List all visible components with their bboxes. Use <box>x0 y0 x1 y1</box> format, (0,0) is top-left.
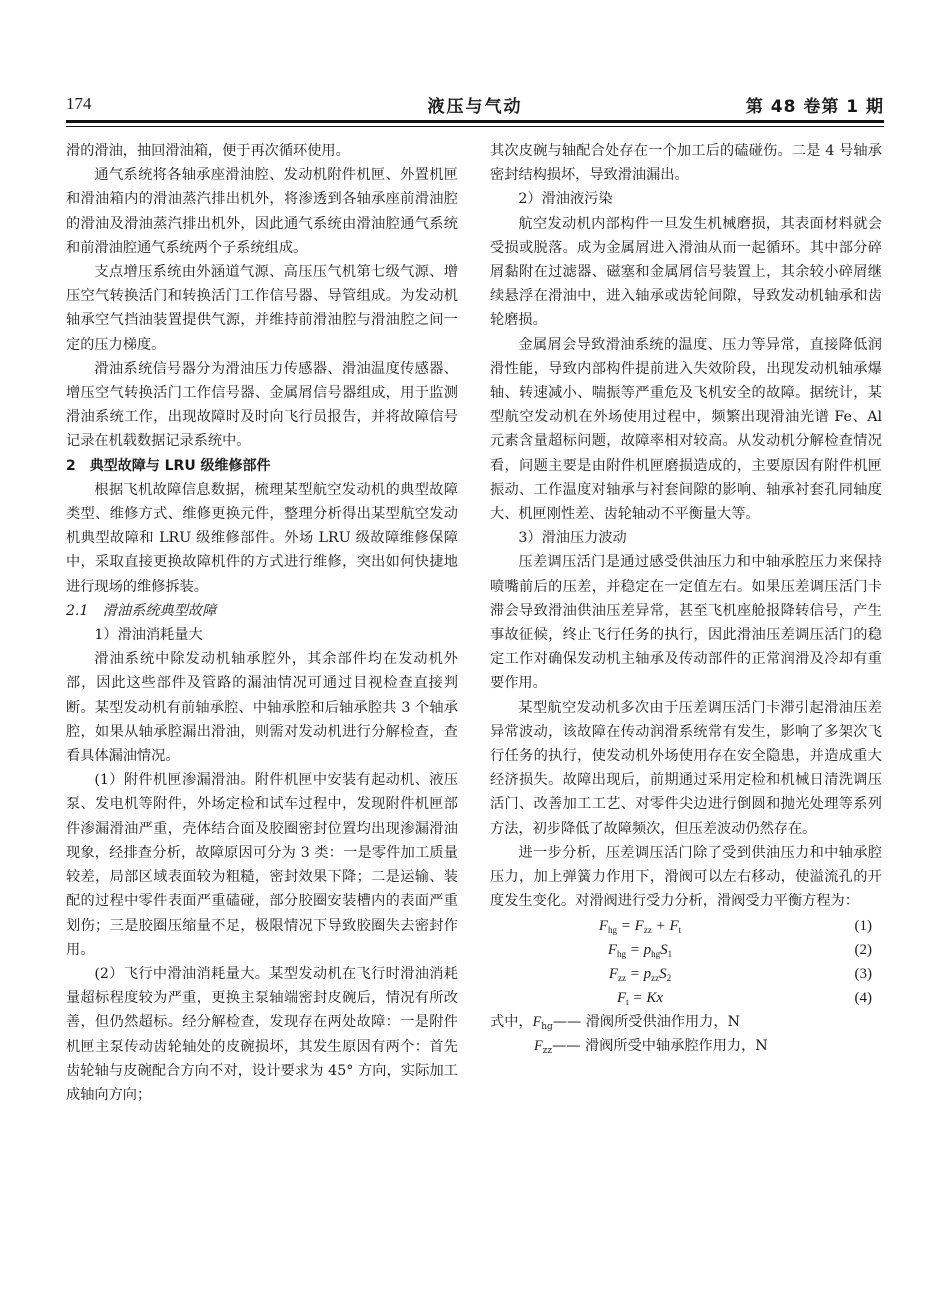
header-rule-thick <box>66 120 884 123</box>
equation-block <box>490 914 882 1011</box>
paragraph: 通气系统将各轴承座滑油腔、发动机附件机匣、外置机匣和滑油箱内的滑油蒸汽排出机外，将渗透到各轴承座前滑油腔的滑油及滑油蒸汽排出机外，因此通气系统由滑油腔通气系统和前滑油腔通气系统两个子系统组成。 <box>66 167 458 256</box>
equation-number: (4) <box>854 990 872 1007</box>
equation: $F_{hg} = p_{hg}S_1$ (2) <box>490 938 882 962</box>
paragraph: 某型航空发动机多次由于压差调压活门卡滞引起滑油压差异常波动，该故障在传动润滑系统常有发生，影响了多架次飞行任务的执行，使发动机外场使用存在安全隐患，并造成重大经济损失。故障出现后，前期通过采用定检和机械日清洗调压活门、改善加工工艺、对零件尖边进行倒圆和抛光处理等系列方法，初步降低了故障频次，但压差波动仍然存在。 <box>490 699 882 837</box>
journal-title: 液压与气动 <box>427 97 523 117</box>
paragraph: 根据飞机故障信息数据，梳理某型航空发动机的典型故障类型、维修方式、维修更换元件，整理分析得出某型航空发动机典型故障和 LRU 级维修部件。外场 LRU 级故障维修保障中，采取直接更换故障机件的方式进行维修，突出如何快捷地进行现场的维修拆装。 <box>66 481 458 595</box>
paragraph: 航空发动机内部构件一旦发生机械磨损，其表面材料就会受损或脱落。成为金属屑进入滑油从而一起循环。其中部分碎屑黏附在过滤器、磁塞和金属屑信号装置上，其余较小碎屑继续悬浮在滑油中，进入轴承或齿轮间隙，导致发动机轴承和齿轮磨损。 <box>490 215 882 329</box>
volume-issue: 第 48 卷第 1 期 <box>745 97 884 117</box>
right-column <box>490 139 882 1059</box>
list-item-heading: 1）滑油消耗量大 <box>94 627 203 644</box>
equation-number: (3) <box>854 965 872 982</box>
running-header <box>66 92 884 120</box>
paragraph: 压差调压活门是通过感受供油压力和中轴承腔压力来保持喷嘴前后的压差，并稳定在一定值左右。如果压差调压活门卡滞会导致滑油供油压差异常，甚至飞机座舱报降转信号，产生事故征候，终止飞行任务的执行，因此滑油压差调压活门的稳定工作对确保发动机主轴承及传动部件的正常润滑及冷却有重要作用。 <box>490 554 882 692</box>
paragraph: (2）飞行中滑油消耗量大。某型发动机在飞行时滑油消耗量超标程度较为严重，更换主泵轴端密封皮碗后，情况有所改善，但仍然超标。经分解检查，发现存在两处故障：一是附件机匣主泵传动齿轮轴处的皮碗损坏，其发生原因有两个：首先齿轮轴与皮碗配合方向不对，设计要求为 45° 方向，实际加工成轴向方向； <box>66 965 458 1103</box>
header-rule-thin <box>66 126 884 127</box>
paragraph: 支点增压系统由外涵道气源、高压压气机第七级气源、增压空气转换活门和转换活门工作信号器、导管组成。为发动机轴承空气挡油装置提供气源，并维持前滑油腔与滑油腔之间一定的压力梯度。 <box>66 264 458 353</box>
paragraph: 滑油系统中除发动机轴承腔外，其余部件均在发动机外部，因此这些部件及管路的漏油情况可通过目视检查直接判断。某型发动机有前轴承腔、中轴承腔和后轴承腔共 3 个轴承腔，如果从轴承腔漏出滑油，则需对发动机进行分解检查，查看具体漏油情况。 <box>66 651 458 765</box>
variable-definition: $F_{zz}——$ 滑阀所受中轴承腔作用力，N <box>534 1038 768 1057</box>
subsection-heading: 2.1 滑油系统典型故障 <box>66 602 217 619</box>
section-heading: 2 典型故障与 LRU 级维修部件 <box>66 457 271 474</box>
paragraph: 进一步分析，压差调压活门除了受到供油压力和中轴承腔压力，加上弹簧力作用下，滑阀可以左右移动，使溢流孔的开度发生变化。对滑阀进行受力分析，滑阀受力平衡方程为： <box>490 844 882 910</box>
page-number: 174 <box>66 94 92 113</box>
variable-definition: 式中，$F_{hg}——$ 滑阀所受供油作用力，N <box>490 1014 740 1033</box>
equation-number: (2) <box>854 941 872 958</box>
list-item-heading: 2）滑油液污染 <box>518 191 613 208</box>
equation-number: (1) <box>854 917 872 934</box>
paragraph: 其次皮碗与轴配合处存在一个加工后的磕碰伤。二是 4 号轴承密封结构损坏，导致滑油漏出。 <box>490 143 882 184</box>
paragraph: 滑的滑油，抽回滑油箱，便于再次循环使用。 <box>66 143 350 159</box>
equation: $F_t = Kx$ (4) <box>490 986 882 1010</box>
left-column <box>66 139 458 1107</box>
paragraph: (1）附件机匣渗漏滑油。附件机匣中安装有起动机、液压泵、发电机等附件，外场定检和试车过程中，发现附件机匣部件渗漏滑油严重，壳体结合面及胶圈密封位置均出现渗漏滑油现象，经排查分析，故障原因可分为 3 类：一是零件加工质量较差，局部区域表面较为粗糙，密封效果下降；二是运输、装配的过程中零件表面严重磕碰，部分胶圈安装槽内的表面严重划伤；三是胶圈压缩量不足，极限情况下导致胶圈失去密封作用。 <box>66 772 458 958</box>
list-item-heading: 3）滑油压力波动 <box>518 530 627 547</box>
equation: $F_{zz} = p_{zz}S_2$ (3) <box>490 962 882 986</box>
paragraph: 金属屑会导致滑油系统的温度、压力等异常，直接降低润滑性能，导致内部构件提前进入失效阶段，出现发动机轴承爆轴、转速减小、喘振等严重危及飞机安全的故障。据统计，某型航空发动机在外场使用过程中，频繁出现滑油光谱 Fe、Al 元素含量超标问题，故障率相对较高。从发动机分解检查情况看，问题主要是由附件机匣磨损造成的，主要原因有附件机匣振动、工作温度对轴承与衬套间隙的影响、轴承衬套孔同轴度大、机匣刚性差、齿轮轴动不平衡量大等。 <box>490 336 882 523</box>
equation: $F_{hg} = F_{zz} + F_t$ (1) <box>490 914 882 938</box>
paragraph: 滑油系统信号器分为滑油压力传感器、滑油温度传感器、增压空气转换活门工作信号器、金属屑信号器组成，用于监测滑油系统工作，出现故障时及时向飞行员报告，并将故障信号记录在机载数据记录系统中。 <box>66 360 458 450</box>
